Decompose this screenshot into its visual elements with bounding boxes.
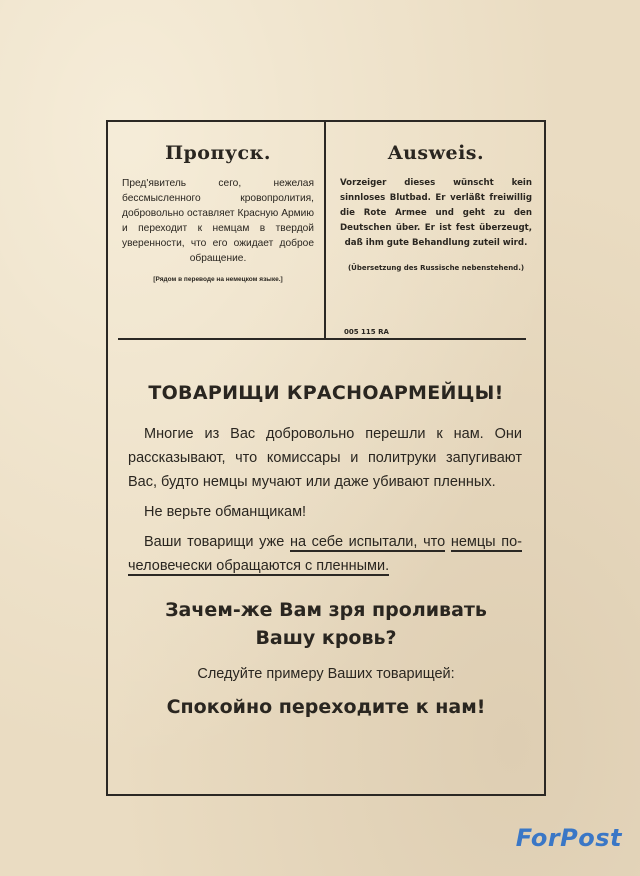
headline: ТОВАРИЩИ КРАСНОАРМЕЙЦЫ! <box>148 382 504 404</box>
closing-line: Спокойно переходите к нам! <box>166 696 486 718</box>
pass-section <box>108 122 544 340</box>
pass-title-de: Ausweis. <box>387 142 485 164</box>
appeal-body <box>128 422 522 578</box>
paragraph-2-start: Ваши товарищи уже <box>144 534 290 550</box>
leaflet-frame <box>106 120 546 796</box>
callout <box>108 596 544 652</box>
underlined-text-a: на себе испытали, что <box>289 534 446 550</box>
follow-example: Следуйте примеру Ваших товарищей: <box>197 666 455 682</box>
vertical-divider <box>324 122 326 340</box>
pass-note-ru: [Рядом в переводе на немецком языке.] <box>153 276 283 283</box>
warning-line: Не верьте обманщикам! <box>144 504 307 520</box>
pass-title-ru: Пропуск. <box>165 142 271 164</box>
leaflet-code: 005 115 RA <box>344 328 389 336</box>
underlined-text-b: немцы по-человечески обращаются с пленными. <box>128 534 522 574</box>
paragraph-2 <box>128 530 522 578</box>
paragraph-1: Многие из Вас добровольно перешли к нам. Они рассказывают, что комиссары и политруки запугивают Вас, будто немцы мучают или даже убивают пленных. <box>128 426 522 490</box>
pass-note-de: (Übersetzung des Russische nebenstehend.) <box>347 264 525 272</box>
pass-german <box>340 142 532 273</box>
callout-line-2: Вашу кровь? <box>255 627 397 649</box>
horizontal-divider <box>118 338 526 340</box>
pass-text-ru: Пред'явитель сего, нежелая бессмысленного кровопролития, добровольно оставляет Красную Армию и переходит к немцам в твердой уверенности, что его ожидает доброе обращение. <box>122 178 314 264</box>
appeal-section <box>108 382 544 718</box>
forpost-watermark: ForPost <box>515 824 622 852</box>
callout-line-1: Зачем-же Вам зря проливать <box>165 599 487 621</box>
pass-text-de: Vorzeiger dieses wünscht kein sinnloses Blutbad. Er verläßt freiwillig die Rote Armee und geht zu den Deutschen über. Er ist fest überzeugt, daß ihm gute Behandlung zuteil wird. <box>340 178 532 248</box>
pass-russian <box>122 142 314 283</box>
